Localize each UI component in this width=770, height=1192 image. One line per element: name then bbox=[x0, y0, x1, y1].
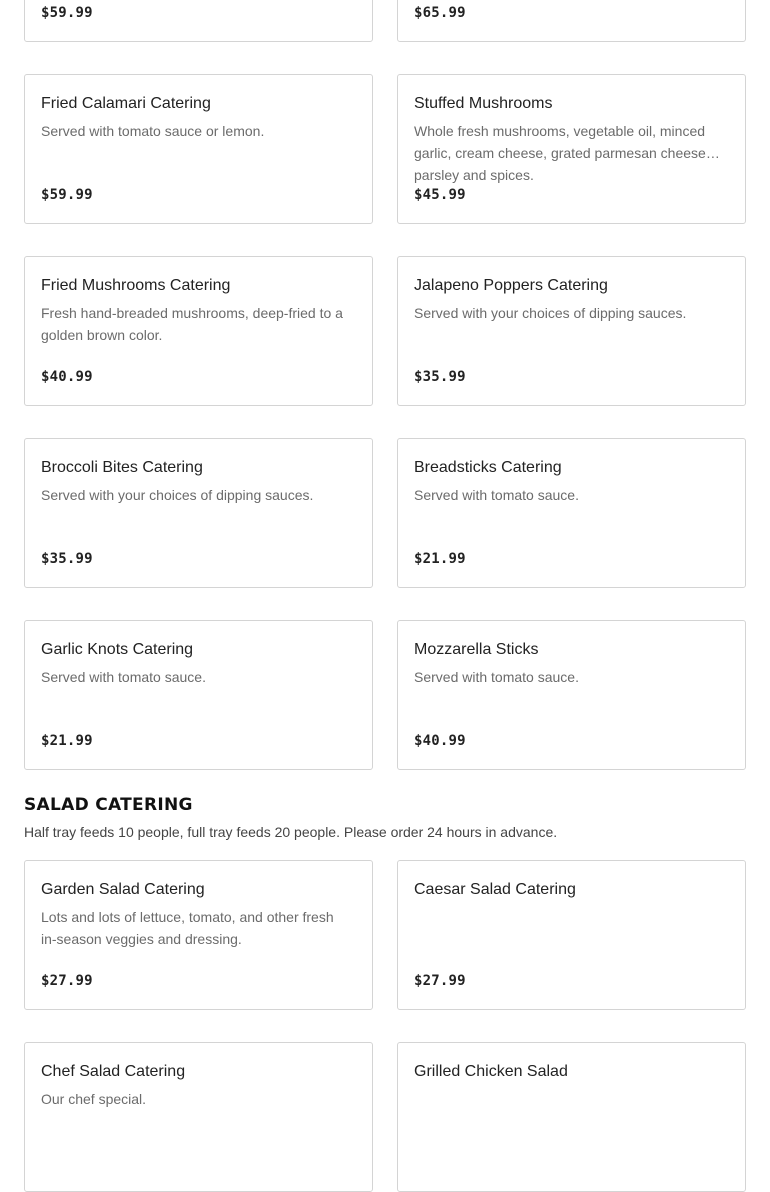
menu-item-card[interactable] bbox=[397, 1042, 746, 1192]
item-title: Breadsticks Catering bbox=[414, 459, 562, 476]
item-description: Served with tomato sauce. bbox=[414, 669, 579, 685]
item-price: $40.99 bbox=[41, 369, 93, 385]
item-price: $45.99 bbox=[414, 187, 466, 203]
menu-item-card[interactable] bbox=[24, 0, 373, 42]
item-title: Garlic Knots Catering bbox=[41, 641, 194, 658]
item-title: Chef Salad Catering bbox=[41, 1063, 186, 1080]
menu-item-card[interactable] bbox=[397, 860, 746, 1010]
item-title: Jalapeno Poppers Catering bbox=[414, 277, 608, 294]
item-price: $27.99 bbox=[414, 973, 466, 989]
menu-item-card[interactable] bbox=[24, 74, 373, 224]
menu-item-card[interactable] bbox=[24, 860, 373, 1010]
salad-catering-grid bbox=[24, 860, 746, 1192]
menu-item-card[interactable] bbox=[397, 620, 746, 770]
item-title: Caesar Salad Catering bbox=[414, 881, 576, 898]
item-title: Fried Mushrooms Catering bbox=[41, 277, 231, 294]
item-description: Served with your choices of dipping sauces. bbox=[41, 487, 314, 503]
item-description: Served with tomato sauce or lemon. bbox=[41, 123, 265, 139]
menu-item-card[interactable] bbox=[24, 620, 373, 770]
item-price: $21.99 bbox=[41, 733, 93, 749]
item-description: Served with your choices of dipping sauces. bbox=[414, 305, 687, 321]
item-title: Stuffed Mushrooms bbox=[414, 95, 553, 112]
item-price: $35.99 bbox=[41, 551, 93, 567]
menu-item-card[interactable] bbox=[397, 256, 746, 406]
item-description: Served with tomato sauce. bbox=[414, 487, 579, 503]
menu-item-card[interactable] bbox=[397, 438, 746, 588]
menu-item-card[interactable] bbox=[24, 1042, 373, 1192]
menu-grid-top-partial bbox=[24, 0, 746, 42]
item-description: Whole fresh mushrooms, vegetable oil, minced garlic, cream cheese, grated parmesan cheese, parsley and spices. bbox=[414, 123, 710, 183]
menu-item-card[interactable] bbox=[397, 74, 746, 224]
menu-item-card[interactable] bbox=[397, 0, 746, 42]
item-price: $21.99 bbox=[414, 551, 466, 567]
item-price: $59.99 bbox=[41, 187, 93, 203]
item-price: $40.99 bbox=[414, 733, 466, 749]
item-description: Lots and lots of lettuce, tomato, and other fresh in-season veggies and dressing. bbox=[41, 909, 334, 947]
menu-item-card[interactable] bbox=[24, 438, 373, 588]
item-description: Fresh hand-breaded mushrooms, deep-fried to a golden brown color. bbox=[41, 305, 343, 343]
item-title: Fried Calamari Catering bbox=[41, 95, 211, 112]
item-price: $35.99 bbox=[414, 369, 466, 385]
section-title-salad: SALAD CATERING bbox=[24, 795, 193, 815]
item-title: Broccoli Bites Catering bbox=[41, 459, 203, 476]
item-title: Garden Salad Catering bbox=[41, 881, 205, 898]
item-description: Our chef special. bbox=[41, 1091, 147, 1107]
item-description: Served with tomato sauce. bbox=[41, 669, 206, 685]
item-price: $27.99 bbox=[41, 973, 93, 989]
menu-item-card[interactable] bbox=[24, 256, 373, 406]
item-title: Grilled Chicken Salad bbox=[414, 1063, 568, 1080]
section-note-salad: Half tray feeds 10 people, full tray feeds 20 people. Please order 24 hours in advance. bbox=[24, 824, 558, 840]
item-price: $65.99 bbox=[414, 5, 466, 21]
appetizer-catering-grid bbox=[24, 74, 746, 770]
item-title: Mozzarella Sticks bbox=[414, 641, 539, 658]
item-price: $59.99 bbox=[41, 5, 93, 21]
